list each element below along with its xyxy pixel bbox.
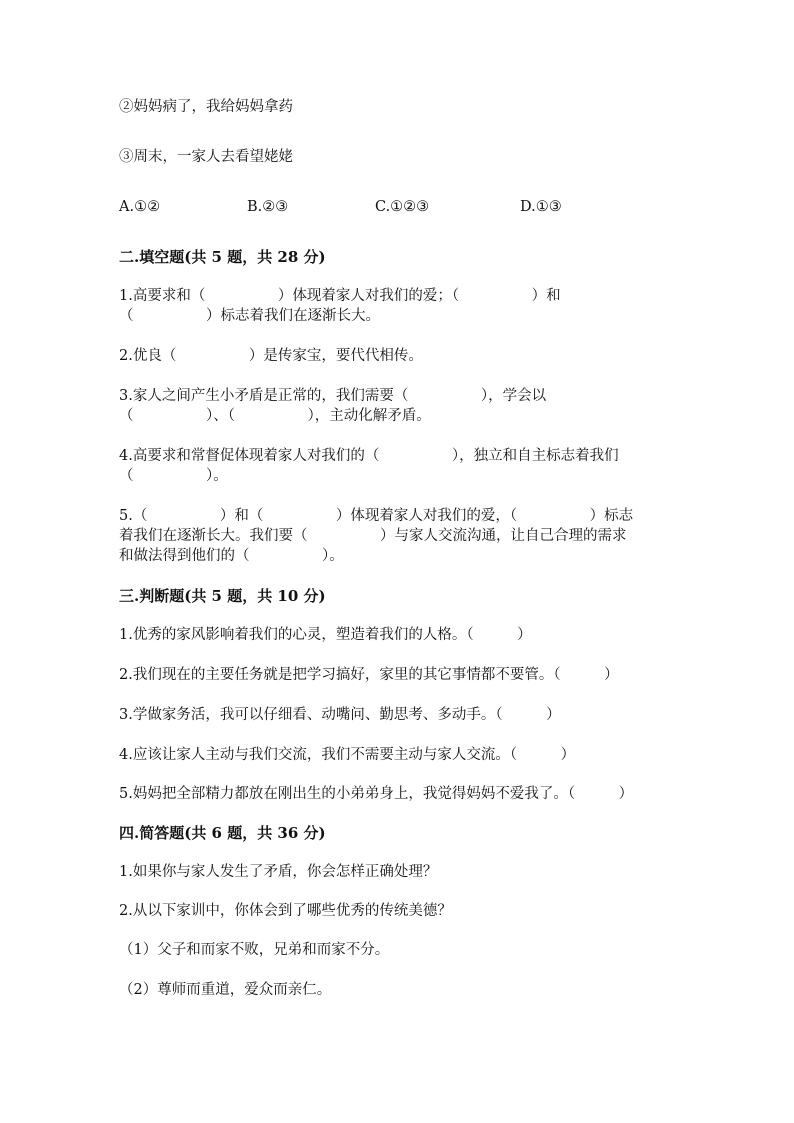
fill-q5-line1: 5.（ ）和（ ）体现着家人对我们的爱，（ ）标志: [119, 508, 634, 524]
section-title-fill: 二.填空题(共 5 题，共 28 分): [119, 248, 326, 266]
judge-q2: 2.我们现在的主要任务就是把学习搞好，家里的其它事情都不要管。（ ）: [119, 667, 619, 683]
short-q1: 1.如果你与家人发生了矛盾，你会怎样正确处理？: [119, 864, 438, 880]
option-b: B.②③: [247, 199, 289, 215]
option-d: D.①③: [520, 199, 562, 215]
choice-item-3: ③周末，一家人去看望姥姥: [119, 149, 293, 165]
fill-q5-line2: 着我们在逐渐长大。我们要（ ）与家人交流沟通，让自己合理的需求: [119, 528, 627, 544]
section-title-judge: 三.判断题(共 5 题，共 10 分): [119, 587, 326, 605]
option-c: C.①②③: [375, 199, 430, 215]
short-q2-item2: （2）尊师而重道，爱众而亲仁。: [119, 982, 332, 998]
fill-q1-line1: 1.高要求和（ ）体现着家人对我们的爱；（ ）和: [119, 288, 561, 304]
fill-q5-line3: 和做法得到他们的（ ）。: [119, 548, 344, 564]
choice-item-2: ②妈妈病了，我给妈妈拿药: [119, 99, 293, 115]
fill-q3-line1: 3.家人之间产生小矛盾是正常的，我们需要（ ），学会以: [119, 388, 547, 404]
fill-q4-line1: 4.高要求和常督促体现着家人对我们的（ ），独立和自主标志着我们: [119, 448, 619, 464]
answer-options: [0, 197, 794, 219]
judge-q4: 4.应该让家人主动与我们交流，我们不需要主动与家人交流。（ ）: [119, 747, 576, 763]
judge-q5: 5.妈妈把全部精力都放在刚出生的小弟弟身上，我觉得妈妈不爱我了。（ ）: [119, 786, 634, 802]
fill-q2-line1: 2.优良（ ）是传家宝，要代代相传。: [119, 348, 423, 364]
fill-q4-line2: （ ）。: [119, 468, 228, 484]
short-q2-item1: （1）父子和而家不败，兄弟和而家不分。: [119, 942, 390, 958]
fill-q3-line2: （ ）、（ ），主动化解矛盾。: [119, 408, 431, 424]
judge-q3: 3.学做家务活，我可以仔细看、动嘴问、勤思考、多动手。（ ）: [119, 707, 561, 723]
fill-q1-line2: （ ）标志着我们在逐渐长大。: [119, 308, 380, 324]
option-a: A.①②: [119, 199, 161, 215]
short-q2: 2.从以下家训中，你体会到了哪些优秀的传统美德？: [119, 903, 452, 919]
judge-q1: 1.优秀的家风影响着我们的心灵，塑造着我们的人格。（ ）: [119, 627, 532, 643]
section-title-short: 四.简答题(共 6 题，共 36 分): [119, 824, 326, 842]
